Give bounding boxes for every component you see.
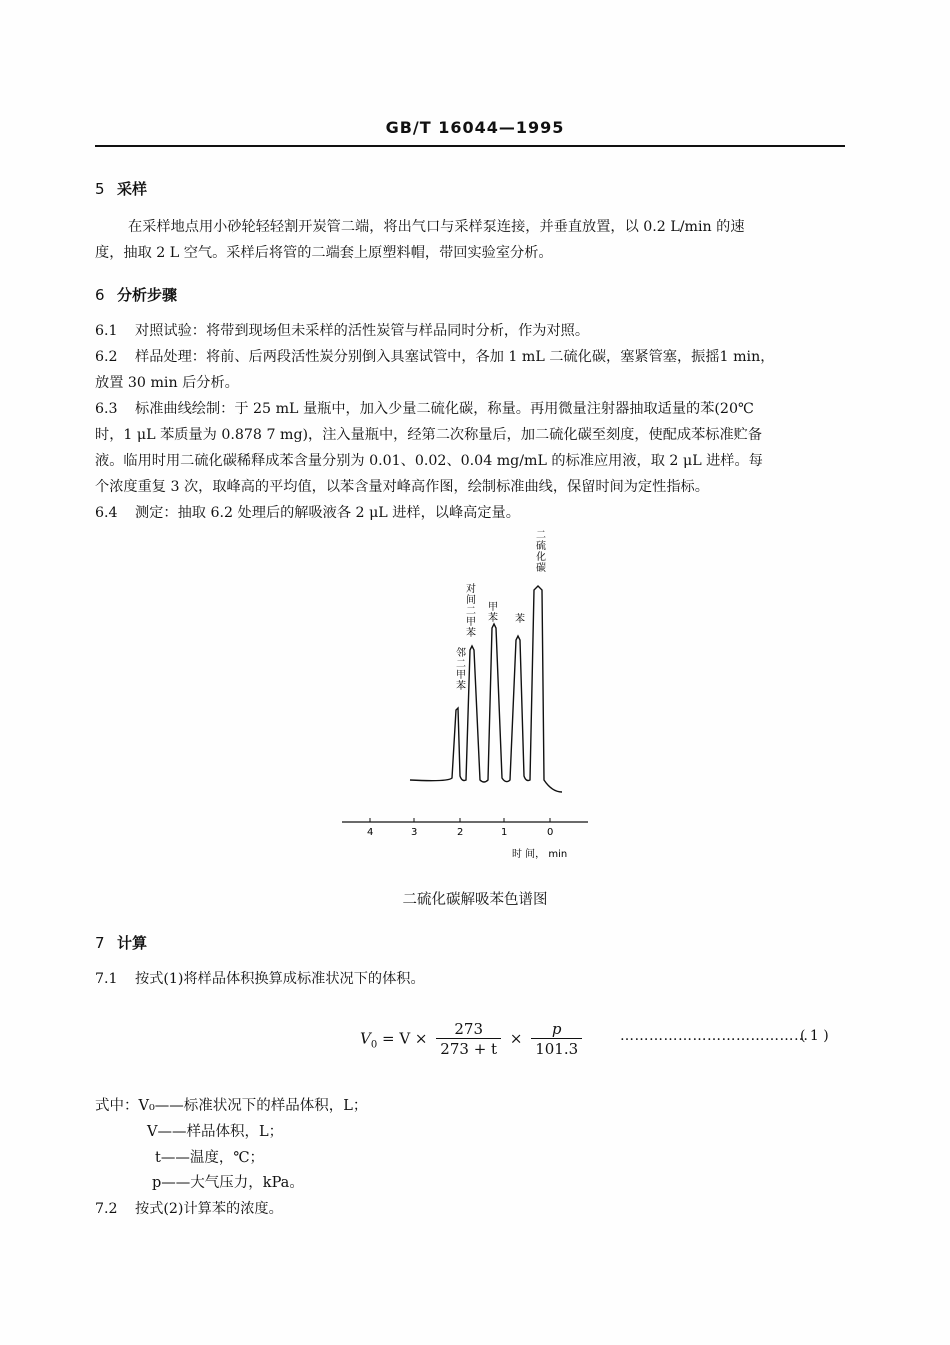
para-6-4 [95, 502, 520, 522]
peak-label-toluene: 甲苯 [488, 602, 498, 624]
para-6-2 [95, 346, 774, 366]
formula-eq: = V × [382, 1029, 428, 1048]
para-6-2-number: 6.2 [95, 349, 118, 365]
para-6-3-number: 6.3 [95, 401, 118, 417]
peak-label-benzene: 苯 [515, 614, 525, 625]
fraction-temperature-numerator: 273 [436, 1020, 501, 1039]
definition-v0-text: V₀——标准状况下的样品体积，L； [138, 1098, 368, 1114]
section-6-title: 分析步骤 [117, 286, 178, 304]
peak-label-mp-xylene: 对间二甲苯 [466, 584, 476, 639]
time-axis-label: 时 间， min [512, 849, 568, 860]
fraction-pressure [531, 1020, 582, 1059]
time-axis-tick-label: 0 [547, 827, 554, 838]
equation-number-1: ( 1 ) [800, 1028, 829, 1044]
chromatogram-trace [410, 586, 562, 792]
section-5-line-1: 在采样地点用小砂轮轻轻割开炭管二端，将出气口与采样泵连接，并垂直放置，以 0.2 L/min 的速 [128, 219, 745, 235]
formula-lhs-sub: 0 [370, 1039, 378, 1051]
standard-code-header: GB/T 16044—1995 [385, 118, 565, 137]
para-7-2-number: 7.2 [95, 1201, 118, 1217]
time-axis-tick-label: 4 [367, 827, 374, 838]
section-5-title: 采样 [117, 180, 148, 198]
para-7-1 [95, 968, 425, 988]
definitions-intro: 式中： [95, 1098, 139, 1114]
para-6-3-text: 标准曲线绘制：于 25 mL 量瓶中，加入少量二硫化碳，称量。再用微量注射器抽取适量的苯(20℃ [135, 401, 754, 417]
section-5-heading [95, 178, 147, 199]
fraction-temperature-denominator: 273 + t [440, 1040, 498, 1058]
peak-label-o-xylene: 邻二甲苯 [456, 648, 466, 692]
para-6-4-text: 测定：抽取 6.2 处理后的解吸液各 2 μL 进样，以峰高定量。 [135, 505, 520, 521]
chromatogram-figure [330, 530, 600, 870]
para-6-3 [95, 398, 754, 418]
section-7-heading [95, 932, 147, 953]
para-6-1 [95, 320, 589, 340]
para-6-3-line-4: 个浓度重复 3 次，取峰高的平均值，以苯含量对峰高作图，绘制标准曲线，保留时间为定性指标。 [95, 479, 709, 495]
para-7-2-text: 按式(2)计算苯的浓度。 [135, 1201, 283, 1217]
section-6-number: 6 [95, 286, 105, 304]
formula-leader-dots: ………………………………… [620, 1028, 809, 1044]
para-6-3-line-2: 时，1 μL 苯质量为 0.878 7 mg)，注入量瓶中，经第二次称量后，加二硫化碳至刻度，使配成苯标准贮备 [95, 427, 763, 443]
formula-lhs: V [360, 1029, 371, 1048]
peak-label-cs2: 二硫化碳 [536, 530, 546, 574]
section-6-heading [95, 284, 177, 305]
definition-v0 [95, 1094, 367, 1115]
para-7-1-text: 按式(1)将样品体积换算成标准状况下的体积。 [135, 971, 425, 987]
para-6-2-text: 样品处理：将前、后两段活性炭分别倒入具塞试管中，各加 1 mL 二硫化碳，塞紧管塞，振摇1 min， [135, 349, 775, 365]
formula-1 [360, 1020, 586, 1059]
fraction-pressure-denominator: 101.3 [535, 1040, 579, 1058]
para-6-3-line-3: 液。临用时用二硫化碳稀释成苯含量分别为 0.01、0.02、0.04 mg/mL 的标准应用液，取 2 μL 进样。每 [95, 453, 763, 469]
fraction-pressure-numerator: p [531, 1020, 582, 1039]
para-6-1-number: 6.1 [95, 323, 118, 339]
fraction-temperature [436, 1020, 501, 1059]
time-axis-tick-label: 3 [411, 827, 418, 838]
para-7-1-number: 7.1 [95, 971, 118, 987]
figure-caption: 二硫化碳解吸苯色谱图 [402, 892, 548, 908]
section-5-number: 5 [95, 180, 105, 198]
para-6-1-text: 对照试验：将带到现场但未采样的活性炭管与样品同时分析，作为对照。 [135, 323, 590, 339]
definition-t: t——温度，℃； [155, 1150, 265, 1166]
para-7-2 [95, 1198, 283, 1218]
definition-p: p——大气压力，kPa。 [152, 1175, 304, 1191]
header-rule [95, 145, 845, 147]
definition-v: V——样品体积，L； [147, 1124, 284, 1140]
formula-times: × [509, 1029, 523, 1048]
para-6-4-number: 6.4 [95, 505, 118, 521]
time-axis-tick-label: 2 [457, 827, 464, 838]
section-7-number: 7 [95, 934, 105, 952]
time-axis-tick-label: 1 [501, 827, 508, 838]
section-5-line-2: 度，抽取 2 L 空气。采样后将管的二端套上原塑料帽，带回实验室分析。 [95, 245, 553, 261]
para-6-2-line-2: 放置 30 min 后分析。 [95, 375, 239, 391]
section-7-title: 计算 [117, 934, 148, 952]
